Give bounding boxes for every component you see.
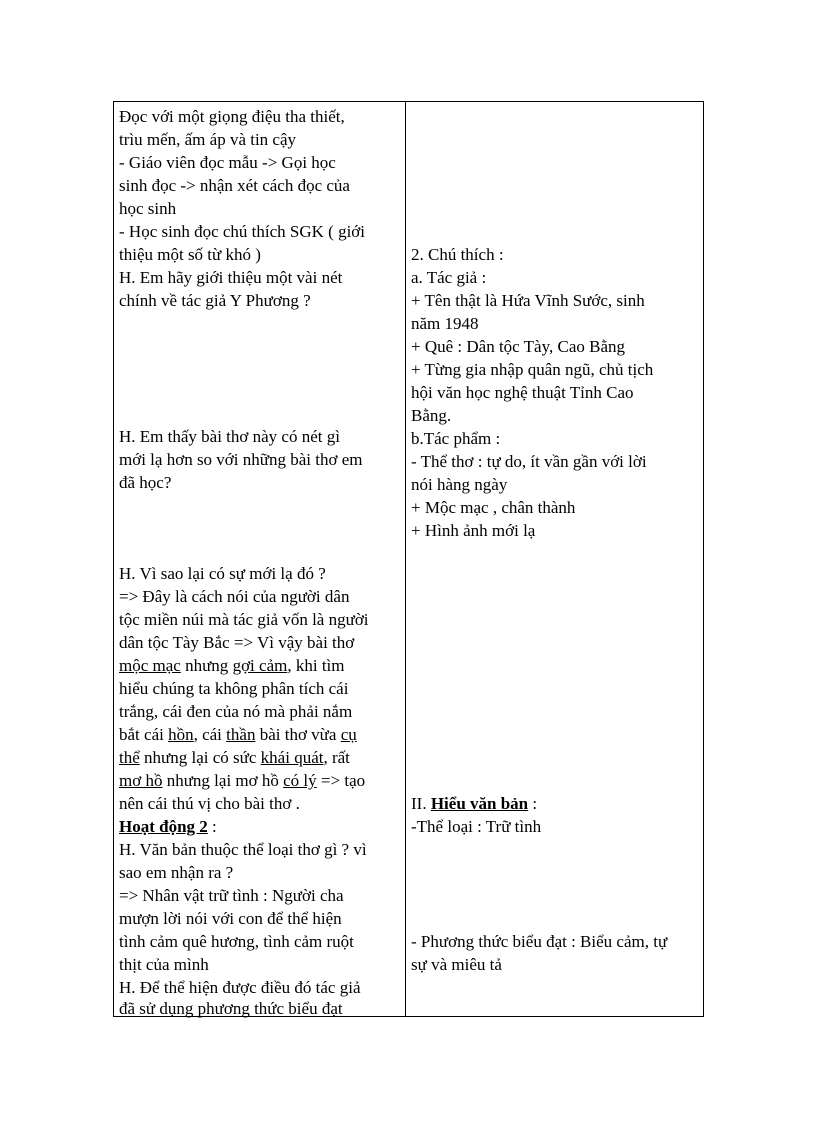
text-line: sao em nhận ra ? (119, 863, 234, 882)
text-line: => Nhân vật trữ tình : Người cha (119, 886, 344, 905)
text-line: tình cảm quê hương, tình cảm ruột (119, 932, 354, 951)
text-line: + Mộc mạc , chân thành (411, 498, 576, 517)
text-line: mượn lời nói với con để thể hiện (119, 909, 342, 928)
text-line: -Thể loại : Trữ tình (411, 817, 542, 836)
text-line: tộc miền núi mà tác giả vốn là người (119, 610, 369, 629)
text-line: nói hàng ngày (411, 475, 508, 494)
text-run: , rất (323, 748, 350, 767)
text-run: , cái (193, 725, 227, 744)
text-line: b.Tác phẩm : (411, 429, 501, 448)
text-line: H. Để thể hiện được điều đó tác giả (119, 978, 361, 997)
text-line: - Phương thức biểu đạt : Biểu cảm, tự (411, 932, 668, 951)
text-line: + Hình ảnh mới lạ (411, 521, 536, 540)
underlined-term: thần (226, 725, 256, 744)
text-line: dân tộc Tày Bắc => Vì vậy bài thơ (119, 633, 355, 652)
text-run: : (207, 817, 217, 836)
text-run: : (528, 794, 538, 813)
text-line: hiểu chúng ta không phân tích cái (119, 679, 349, 698)
text-run: II. (411, 794, 431, 813)
text-line: - Giáo viên đọc mẫu -> Gọi học (119, 153, 336, 172)
text-line: đã học? (119, 473, 172, 492)
text-line: => Đây là cách nói của người dân (119, 587, 350, 606)
underlined-term: hồn (168, 725, 194, 744)
activity-2-title: Hoạt động 2 (119, 817, 208, 836)
column-divider (405, 102, 406, 1016)
text-line: đã sử dụng phương thức biểu đạt (119, 999, 343, 1018)
text-line: - Học sinh đọc chú thích SGK ( giới (119, 222, 366, 241)
underlined-term: khái quát (260, 748, 324, 767)
text-run: => tạo (316, 771, 366, 790)
text-line: hội văn học nghệ thuật Tỉnh Cao (411, 383, 634, 402)
underlined-term: có lý (283, 771, 317, 790)
text-line: a. Tác giả : (411, 268, 487, 287)
activity-heading (119, 815, 217, 838)
text-line (119, 654, 345, 677)
text-line: sự và miêu tả (411, 955, 502, 974)
text-run: nhưng lại mơ hồ (162, 771, 284, 790)
underlined-term: gợi cảm (232, 656, 288, 675)
underlined-term: mộc mạc (119, 656, 181, 675)
section-heading (411, 792, 537, 815)
underlined-term: mơ hồ (119, 771, 163, 790)
text-line: H. Em thấy bài thơ này có nét gì (119, 427, 340, 446)
text-line: nên cái thú vị cho bài thơ . (119, 794, 300, 813)
text-line (119, 746, 350, 769)
text-run: nhưng (180, 656, 233, 675)
text-line: - Thể thơ : tự do, ít vần gần với lời (411, 452, 647, 471)
text-run: bài thơ vừa (255, 725, 341, 744)
text-line: thịt của mình (119, 955, 209, 974)
section-title: Hiểu văn bản (430, 794, 529, 813)
text-line: H. Em hãy giới thiệu một vài nét (119, 268, 343, 287)
underlined-term: cụ (340, 725, 357, 744)
text-run: nhưng lại có sức (139, 748, 261, 767)
text-line: H. Vì sao lại có sự mới lạ đó ? (119, 564, 326, 583)
text-run: bắt cái (119, 725, 169, 744)
text-line: mới lạ hơn so với những bài thơ em (119, 450, 363, 469)
text-line: + Quê : Dân tộc Tày, Cao Bằng (411, 337, 626, 356)
text-line: Bằng. (411, 406, 452, 425)
text-line: + Tên thật là Hứa Vĩnh Sước, sinh (411, 291, 645, 310)
text-line: năm 1948 (411, 314, 479, 333)
text-line: Đọc với một giọng điệu tha thiết, (119, 107, 345, 126)
text-line: sinh đọc -> nhận xét cách đọc của (119, 176, 350, 195)
text-line: thiệu một số từ khó ) (119, 245, 261, 264)
text-line (119, 723, 357, 746)
section-heading: 2. Chú thích : (411, 245, 504, 264)
text-line: + Từng gia nhập quân ngũ, chủ tịch (411, 360, 654, 379)
text-line: học sinh (119, 199, 177, 218)
text-line: chính về tác giả Y Phương ? (119, 291, 311, 310)
text-line (119, 769, 365, 792)
text-line: trắng, cái đen của nó mà phải nắm (119, 702, 353, 721)
text-run: , khi tìm (287, 656, 345, 675)
text-line: trìu mến, ấm áp và tin cậy (119, 130, 297, 149)
text-line: H. Văn bản thuộc thể loại thơ gì ? vì (119, 840, 367, 859)
underlined-term: thể (119, 748, 140, 767)
lesson-table (113, 101, 704, 1017)
